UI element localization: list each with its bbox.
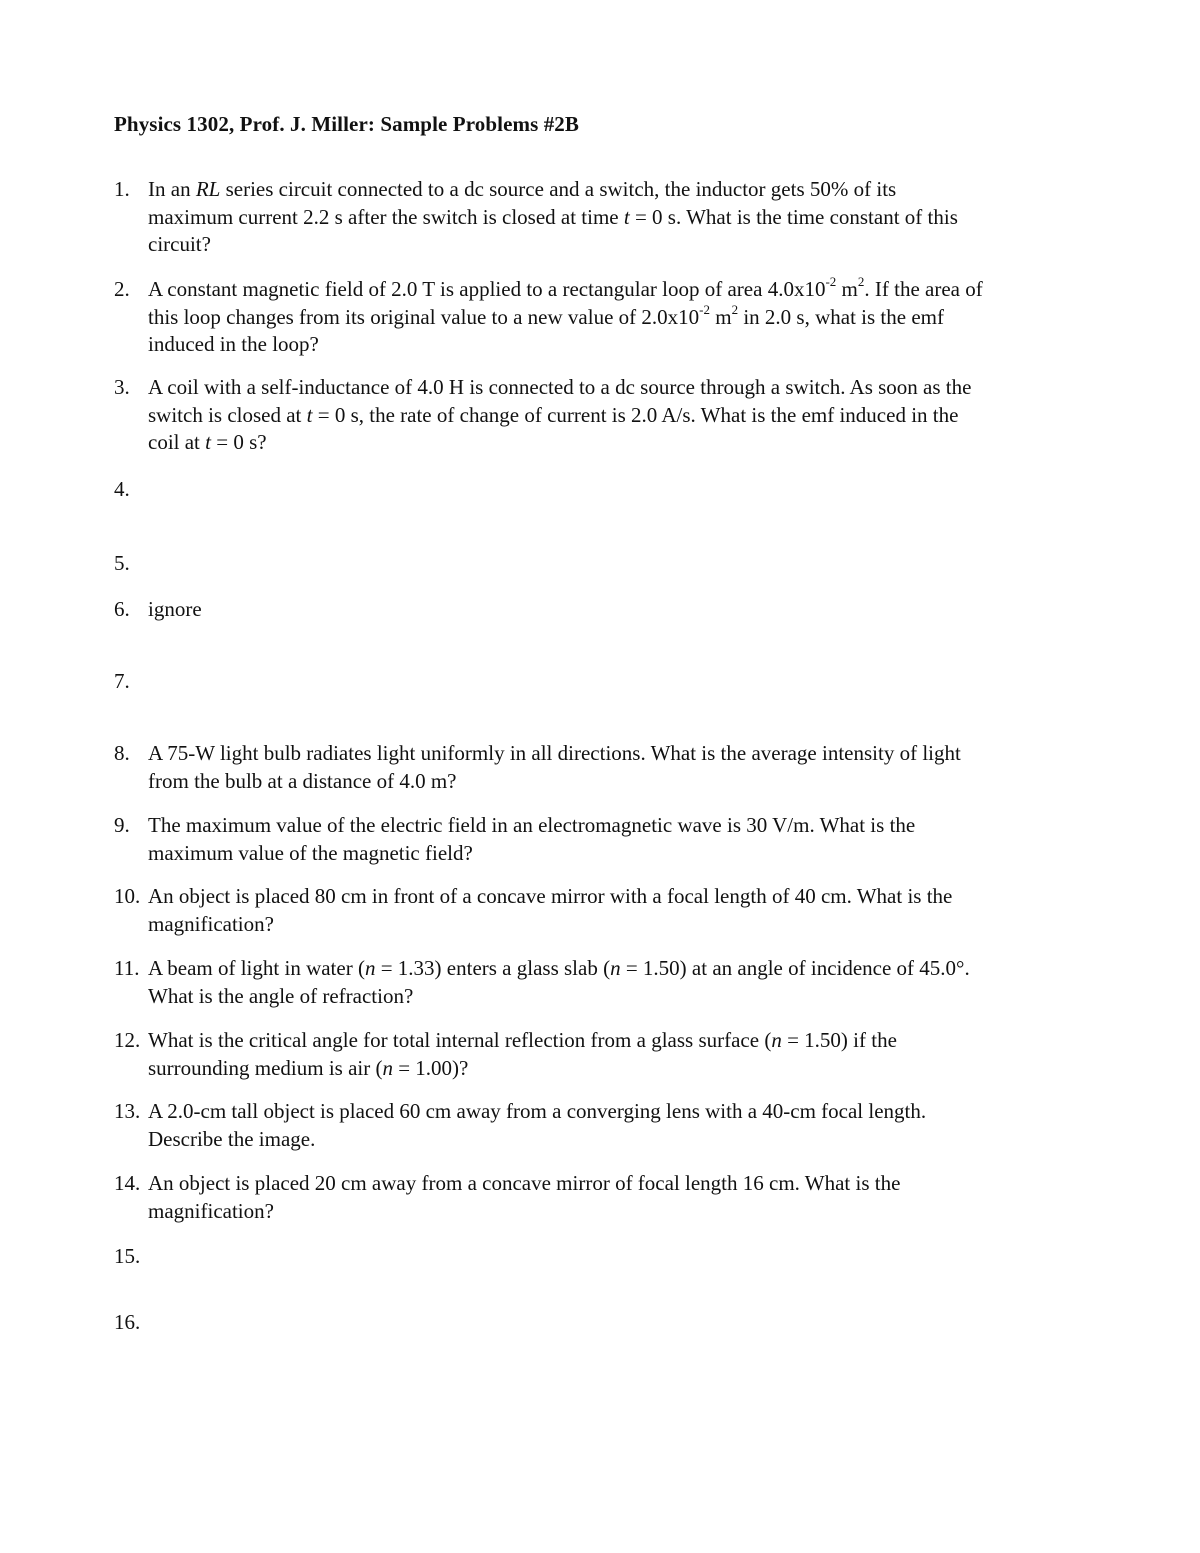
text-run: = 1.50) if the — [781, 1028, 897, 1052]
text-run: this loop changes from its original value to a new value of 2.0x10 — [148, 304, 700, 329]
text-run: magnification? — [148, 1198, 274, 1223]
text-line — [148, 429, 1093, 457]
problem-number: 2. — [114, 277, 130, 301]
text-line — [148, 231, 1093, 259]
problem-text — [148, 374, 1093, 457]
problem-number: 10. — [114, 884, 141, 908]
text-run: = 1.00)? — [392, 1055, 469, 1080]
text-run: A constant magnetic field of 2.0 T is applied to a rectangular loop of area 4.0x10 — [148, 277, 826, 301]
problem-number: 8. — [114, 741, 130, 765]
problem-number: 11. — [114, 956, 140, 980]
text-run: A 2.0-cm tall object is placed 60 cm away from a converging lens with a 40-cm focal length. — [148, 1099, 927, 1123]
italic-variable: t — [306, 402, 313, 427]
problem-number: 5. — [114, 551, 130, 575]
text-line — [148, 840, 1093, 868]
text-run: What is the critical angle for total internal reflection from a glass surface ( — [148, 1028, 772, 1052]
text-run: A beam of light in water ( — [148, 956, 365, 980]
text-run: surrounding medium is air ( — [148, 1055, 383, 1080]
problem-text — [148, 955, 1093, 1010]
problem-number: 13. — [114, 1099, 141, 1123]
text-run: . If the area of — [864, 277, 983, 301]
problem-number: 4. — [114, 477, 130, 501]
italic-variable: n — [382, 1055, 393, 1080]
text-run: m — [709, 304, 732, 329]
italic-variable: n — [364, 956, 376, 980]
text-line — [148, 883, 1093, 911]
text-run: = 0 s. What is the time constant of this — [629, 204, 958, 229]
text-run: ignore — [148, 597, 202, 621]
text-line — [148, 301, 1093, 332]
text-line — [148, 374, 1093, 402]
text-run: = 1.33) enters a glass slab ( — [375, 956, 611, 980]
problem-number: 9. — [114, 813, 130, 837]
problem-number: 3. — [114, 375, 130, 399]
text-run: = 0 s, the rate of change of current is 2.0 A/s. What is the emf induced in the — [312, 402, 959, 427]
text-run: in 2.0 s, what is the emf — [738, 304, 944, 329]
text-line — [148, 331, 1093, 359]
text-line — [148, 1027, 1093, 1055]
text-line — [148, 176, 1093, 204]
text-line — [148, 1170, 1093, 1198]
text-run: Describe the image. — [148, 1126, 316, 1151]
text-line — [148, 740, 1093, 768]
text-line — [148, 1198, 1093, 1226]
italic-variable: t — [623, 204, 630, 229]
text-run: circuit? — [148, 232, 211, 256]
text-run: What is the angle of refraction? — [148, 983, 414, 1008]
text-line — [148, 596, 1093, 624]
problem-number: 7. — [114, 669, 130, 693]
text-run: A coil with a self-inductance of 4.0 H is connected to a dc source through a switch. As soon as the — [148, 375, 972, 399]
text-run: magnification? — [148, 911, 274, 936]
text-line — [148, 1098, 1093, 1126]
text-run: An object is placed 80 cm in front of a concave mirror with a focal length of 40 cm. What is the — [148, 884, 953, 908]
text-line — [148, 812, 1093, 840]
text-line — [148, 1126, 1093, 1154]
superscript: -2 — [825, 274, 837, 289]
text-run: In an — [148, 177, 196, 201]
problem-number: 14. — [114, 1171, 141, 1195]
text-run: from the bulb at a distance of 4.0 m? — [148, 768, 457, 793]
problem-text — [148, 276, 1093, 359]
problem-number: 1. — [114, 177, 130, 201]
text-run: induced in the loop? — [148, 332, 319, 356]
problem-text — [148, 1027, 1093, 1082]
italic-variable: t — [205, 430, 211, 454]
text-line — [148, 911, 1093, 939]
text-line — [148, 276, 1093, 304]
italic-variable: n — [771, 1028, 782, 1052]
problem-text — [148, 176, 1093, 259]
italic-variable: n — [610, 956, 621, 980]
text-run: The maximum value of the electric field in an electromagnetic wave is 30 V/m. What is the — [148, 813, 916, 837]
text-line — [148, 402, 1093, 430]
text-run: m — [836, 277, 858, 301]
problem-number: 12. — [114, 1028, 141, 1052]
problem-text — [148, 883, 1093, 938]
text-line — [148, 768, 1093, 796]
problem-number: 15. — [114, 1244, 141, 1268]
text-run: coil at — [148, 430, 206, 454]
text-run: switch is closed at — [148, 402, 307, 427]
superscript: -2 — [699, 301, 710, 317]
superscript: 2 — [731, 301, 739, 317]
text-run: maximum value of the magnetic field? — [148, 840, 473, 865]
italic-variable: RL — [195, 177, 221, 201]
text-run: = 0 s? — [211, 430, 267, 454]
text-run: An object is placed 20 cm away from a concave mirror of focal length 16 cm. What is the — [148, 1171, 901, 1195]
text-run: series circuit connected to a dc source and a switch, the inductor gets 50% of its — [220, 177, 897, 201]
superscript: 2 — [857, 274, 865, 289]
text-run: maximum current 2.2 s after the switch is closed at time — [148, 204, 624, 229]
text-line — [148, 983, 1093, 1011]
problem-text — [148, 1170, 1093, 1225]
problem-number: 16. — [114, 1310, 141, 1334]
text-line — [148, 204, 1093, 232]
text-line — [148, 1055, 1093, 1083]
text-run: = 1.50) at an angle of incidence of 45.0°. — [620, 956, 970, 980]
problem-text — [148, 1098, 1093, 1153]
problem-text — [148, 596, 1093, 624]
page-title: Physics 1302, Prof. J. Miller: Sample Problems #2B — [114, 112, 580, 136]
problem-text — [148, 740, 1093, 795]
text-run: A 75-W light bulb radiates light uniformly in all directions. What is the average intensity of light — [148, 741, 961, 765]
text-line — [148, 955, 1093, 983]
problem-number: 6. — [114, 597, 130, 621]
problem-text — [148, 812, 1093, 867]
